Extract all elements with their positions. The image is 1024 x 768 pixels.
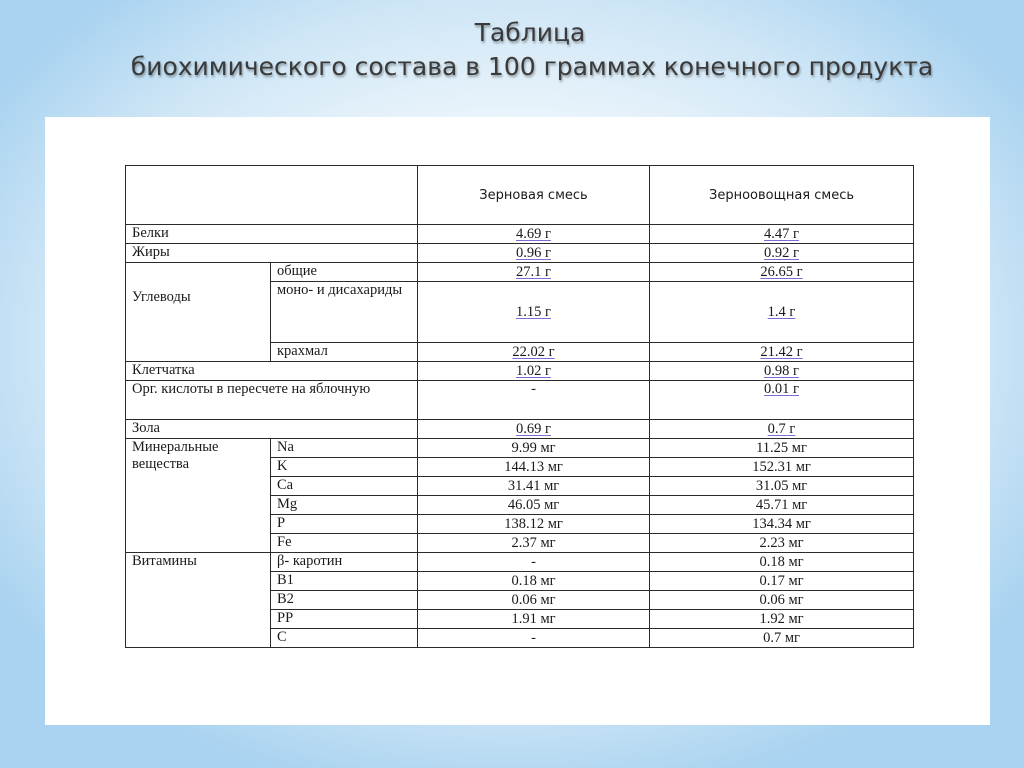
table-row [126, 553, 914, 572]
cell-veg: 31.05 мг [650, 477, 914, 496]
title-line-1: Таблица [474, 18, 586, 47]
composition-table [125, 165, 914, 648]
table-row [126, 225, 914, 244]
table-header-row [126, 166, 914, 225]
cell-veg: 0.7 мг [650, 629, 914, 648]
sub-label: K [271, 458, 418, 477]
cell-veg: 0.18 мг [650, 553, 914, 572]
cell-grain: 46.05 мг [418, 496, 650, 515]
sub-label: C [271, 629, 418, 648]
cell-grain: 4.69 г [516, 225, 551, 242]
header-grain-veg-mix: Зерноовощная смесь [650, 166, 914, 225]
row-label: Белки [126, 225, 418, 244]
cell-grain: 2.37 мг [418, 534, 650, 553]
header-grain-mix: Зерновая смесь [418, 166, 650, 225]
cell-grain: 22.02 г [512, 343, 555, 360]
cell-grain: - [418, 553, 650, 572]
sub-label: P [271, 515, 418, 534]
table-row [126, 362, 914, 381]
cell-grain: 31.41 мг [418, 477, 650, 496]
cell-grain: 144.13 мг [418, 458, 650, 477]
cell-grain: 27.1 г [516, 263, 551, 280]
cell-grain: 138.12 мг [418, 515, 650, 534]
group-label: Минеральные вещества [126, 439, 271, 553]
cell-veg: 11.25 мг [650, 439, 914, 458]
cell-veg: 26.65 г [760, 263, 803, 280]
group-label: Витамины [126, 553, 271, 648]
cell-grain: 0.18 мг [418, 572, 650, 591]
cell-grain: 0.69 г [516, 420, 551, 437]
cell-veg: 1.92 мг [650, 610, 914, 629]
cell-veg: 0.98 г [764, 362, 799, 379]
sub-label: общие [271, 263, 418, 282]
sub-label: Fe [271, 534, 418, 553]
document-sheet [45, 117, 990, 725]
cell-veg: 4.47 г [764, 225, 799, 242]
sub-label: моно- и дисахариды [271, 282, 418, 343]
cell-grain: 1.02 г [516, 362, 551, 379]
cell-veg: 152.31 мг [650, 458, 914, 477]
cell-veg: 21.42 г [760, 343, 803, 360]
cell-veg: 0.7 г [767, 420, 796, 437]
page-title [0, 16, 1024, 84]
row-label: Жиры [126, 244, 418, 263]
cell-veg: 134.34 мг [650, 515, 914, 534]
sub-label: PP [271, 610, 418, 629]
cell-veg: 0.17 мг [650, 572, 914, 591]
cell-veg: 0.01 г [764, 381, 799, 397]
cell-grain: 0.96 г [516, 244, 551, 261]
table-row [126, 244, 914, 263]
cell-grain: 1.91 мг [418, 610, 650, 629]
cell-veg: 0.06 мг [650, 591, 914, 610]
cell-veg: 2.23 мг [650, 534, 914, 553]
title-line-2: биохимического состава в 100 граммах конечного продукта [130, 52, 934, 81]
sub-label: B1 [271, 572, 418, 591]
row-label: Орг. кислоты в пересчете на яблочную [126, 381, 418, 420]
sub-label: Ca [271, 477, 418, 496]
sub-label: Na [271, 439, 418, 458]
table-row [126, 439, 914, 458]
table-row [126, 420, 914, 439]
cell-veg: 1.4 г [767, 303, 796, 320]
table-row [126, 381, 914, 420]
sub-label: β- каротин [271, 553, 418, 572]
sub-label: B2 [271, 591, 418, 610]
group-label: Углеводы [126, 263, 271, 362]
cell-grain: - [531, 381, 536, 397]
header-empty-cell [126, 166, 418, 225]
cell-grain: 9.99 мг [418, 439, 650, 458]
row-label: Клетчатка [126, 362, 418, 381]
cell-veg: 45.71 мг [650, 496, 914, 515]
cell-grain: 1.15 г [516, 303, 551, 320]
cell-grain: 0.06 мг [418, 591, 650, 610]
sub-label: Mg [271, 496, 418, 515]
cell-grain: - [418, 629, 650, 648]
sub-label: крахмал [271, 343, 418, 362]
row-label: Зола [126, 420, 418, 439]
cell-veg: 0.92 г [764, 244, 799, 261]
table-row [126, 263, 914, 282]
